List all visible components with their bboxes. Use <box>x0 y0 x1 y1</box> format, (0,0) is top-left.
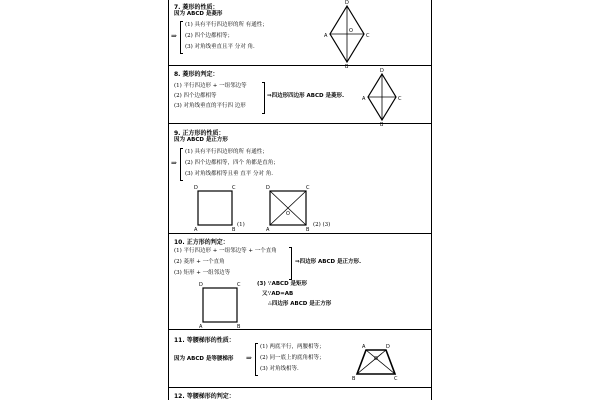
item: (1) 两底平行，两腰相等； <box>260 344 325 350</box>
vertex-label: A <box>362 96 366 102</box>
content-frame <box>168 0 432 400</box>
left-brace <box>255 343 258 376</box>
item: (2) 同一底上的底角相等； <box>260 355 325 361</box>
conclusion: ⇒四边形 ABCD 是正方形. <box>295 259 362 265</box>
section-isosceles-trapezoid-criteria <box>169 388 431 400</box>
item: (2) 四个边都相等 <box>174 93 217 99</box>
vertex-label: D <box>194 185 198 191</box>
vertex-label: B <box>345 64 349 70</box>
item: (3) 对角线垂直的平行四 边形 <box>174 103 246 109</box>
item: (2) 四个边都相等； <box>185 33 234 39</box>
vertex-label: A <box>199 324 203 330</box>
center-label: O <box>286 211 290 217</box>
section-isosceles-trapezoid-properties <box>169 330 431 388</box>
vertex-label: C <box>306 185 310 191</box>
proof-line: (3) ∵ABCD 是矩形 <box>257 281 308 287</box>
item: (1) 具有平行四边形的所 有通性； <box>185 22 268 28</box>
section-title: 7. 菱形的性质： <box>174 4 219 11</box>
implies-arrow: ⇒ <box>171 159 177 167</box>
vertex-label: B <box>380 122 384 128</box>
rhombus-figure <box>362 68 402 128</box>
vertex-label: D <box>199 282 203 288</box>
rhombus-figure <box>324 0 370 70</box>
item: (3) 对角线垂直且平 分对 角. <box>185 44 255 50</box>
square-figure <box>199 282 241 330</box>
item: (1) 平行四边形 + 一组邻边等 <box>174 83 247 89</box>
vertex-label: D <box>380 68 384 74</box>
vertex-label: D <box>345 0 349 6</box>
implies-arrow: ⇒ <box>171 32 177 40</box>
vertex-label: C <box>232 185 236 191</box>
right-brace <box>289 247 292 280</box>
vertex-label: C <box>366 33 370 39</box>
item: (3) 对角线相等. <box>260 366 299 372</box>
vertex-label: A <box>194 227 198 233</box>
item: (1) 具有平行四边形的所 有通性； <box>185 149 268 155</box>
item: (2) 菱形 + 一个直角 <box>174 259 225 265</box>
proof-line: ∴四边形 ABCD 是正方形 <box>268 301 332 307</box>
proof-line: 又∵AD=AB <box>262 291 294 297</box>
item: (3) 矩形 + 一组邻边等 <box>174 270 231 276</box>
section-square-criteria <box>169 234 431 330</box>
vertex-label: C <box>394 376 398 382</box>
vertex-label: B <box>232 227 236 233</box>
premise: 因为 ABCD 是等腰梯形 <box>174 356 234 362</box>
section-title: 8. 菱形的判定： <box>174 71 219 78</box>
vertex-label: B <box>306 227 310 233</box>
section-rhombus-criteria <box>169 66 431 128</box>
center-label: O <box>349 28 353 34</box>
left-brace <box>180 148 183 181</box>
section-square-properties <box>169 124 431 234</box>
item: (1) 平行四边形 + 一组邻边等 + 一个直角 <box>174 248 277 254</box>
item: (3) 对角线都相等且垂 直平 分对 角. <box>185 171 274 177</box>
section-title: 9. 正方形的性质： <box>174 130 225 137</box>
square-figure-1 <box>194 185 236 233</box>
vertex-label: C <box>398 96 402 102</box>
vertex-label: B <box>237 324 241 330</box>
vertex-label: A <box>362 344 366 350</box>
left-brace <box>180 21 183 54</box>
premise: 因为 ABCD 是正方形 <box>174 137 228 143</box>
vertex-label: C <box>237 282 241 288</box>
section-title: 12. 等腰梯形的判定： <box>174 393 235 400</box>
item: (2) 四个边都相等，四个 角都是直角； <box>185 160 279 166</box>
implies-arrow: ⇒ <box>246 354 252 362</box>
premise: 因为 ABCD 是菱形 <box>174 11 223 17</box>
section-title: 10. 正方形的判定： <box>174 239 229 246</box>
vertex-label: A <box>266 227 270 233</box>
section-title: 11. 等腰梯形的性质： <box>174 337 235 344</box>
vertex-label: D <box>266 185 270 191</box>
vertex-label: B <box>352 376 356 382</box>
section-rhombus-properties <box>169 0 431 70</box>
figure-caption: (1) <box>237 222 245 228</box>
figure-caption: (2) (3) <box>313 222 331 228</box>
trapezoid-figure <box>354 346 398 380</box>
vertex-label: D <box>386 344 390 350</box>
right-brace <box>262 82 265 114</box>
vertex-label: A <box>324 33 328 39</box>
conclusion: ⇒四边形四边形 ABCD 是菱形. <box>267 93 345 99</box>
center-label: O <box>374 356 378 362</box>
square-figure-2 <box>266 185 310 233</box>
